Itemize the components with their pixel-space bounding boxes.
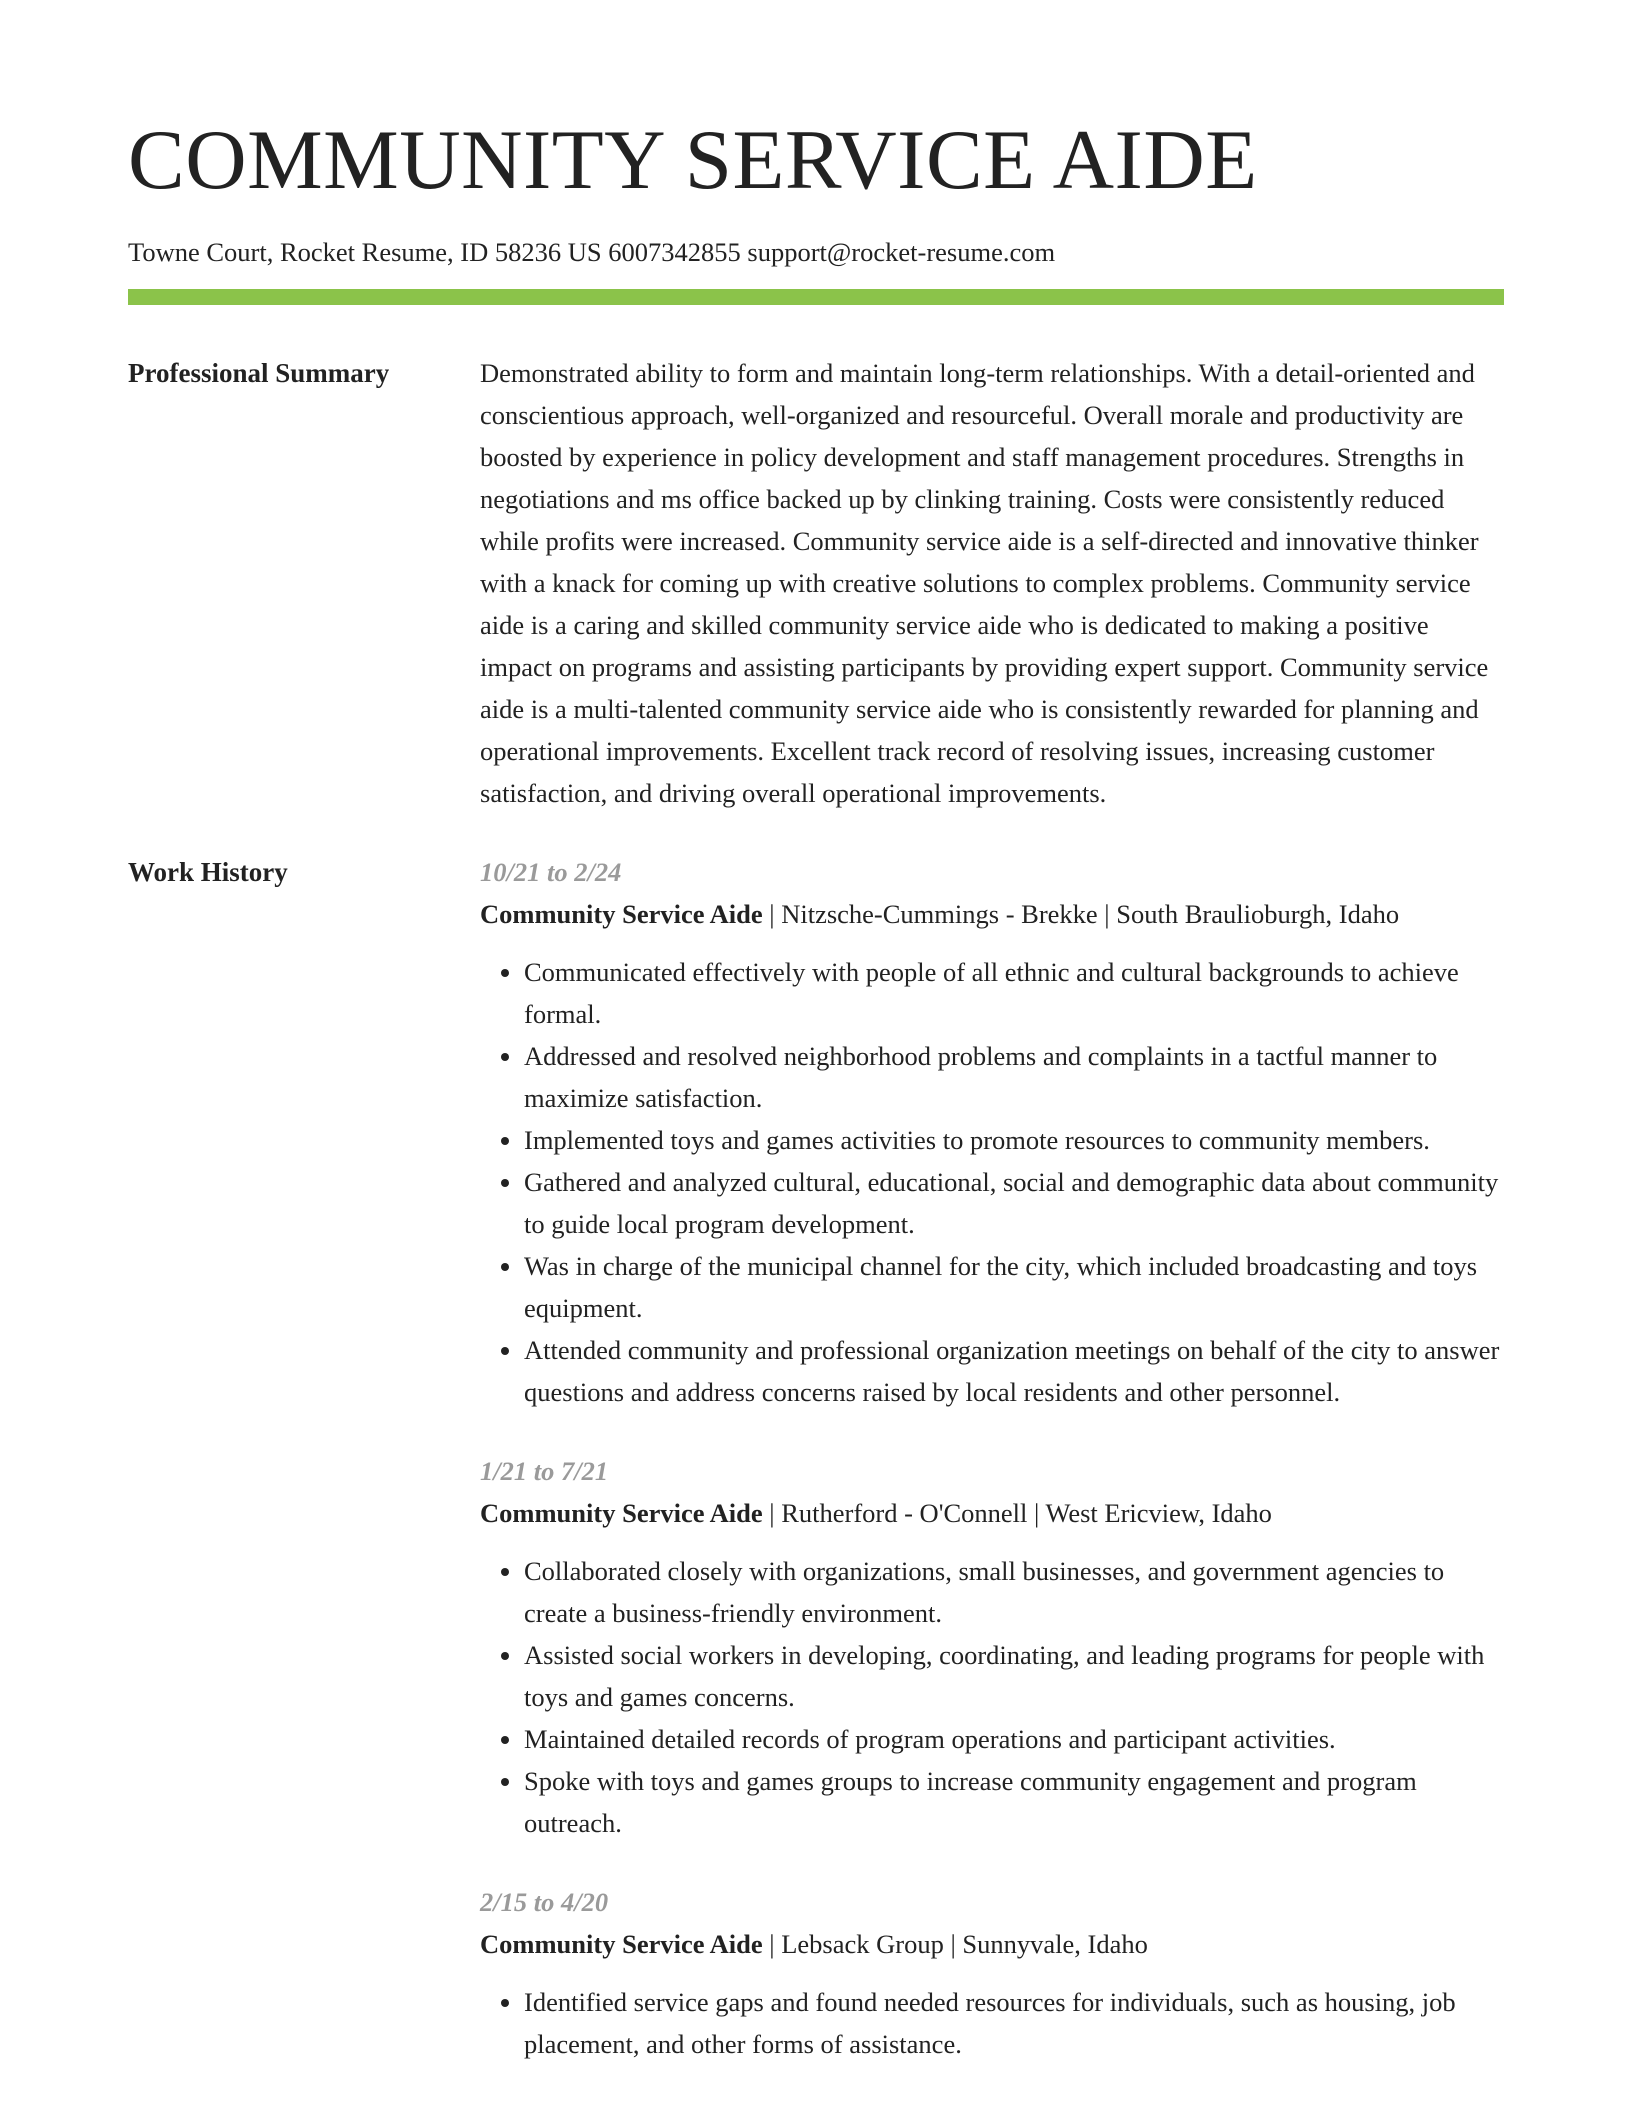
contact-email: support@rocket-resume.com — [747, 237, 1056, 267]
job-bullet: • Spoke with toys and games groups to increase community engagement and program outreach. — [524, 1760, 1504, 1844]
summary-text: Demonstrated ability to form and maintain long-term relationships. With a detail-oriented and conscientious approach, well-organized and resourceful. Overall morale and productivity are boosted by experience in policy development and staff management procedures. Strengths in negotiations and ms office backed up by clinking training. Costs were consistently reduced while profits were increased. Community service aide is a self-directed and innovative thinker with a knack for coming up with creative solutions to complex problems. Community service aide is a caring and skilled community service aide who is dedicated to making a positive impact on programs and assisting participants by providing expert support. Community service aide is a multi-talented community service aide who is consistently rewarded for planning and operational improvements. Excellent track record of resolving issues, increasing customer satisfaction, and driving overall operational improvements. — [480, 357, 1489, 808]
job-dates: 10/21 to 2/24 — [480, 856, 622, 887]
job-bullet: • Communicated effectively with people of all ethnic and cultural backgrounds to achieve formal. — [524, 951, 1504, 1035]
job-location: West Ericview, Idaho — [1045, 1497, 1272, 1528]
contact-line — [128, 237, 1504, 269]
separator — [944, 1929, 963, 1959]
summary-section — [128, 355, 1504, 814]
job-bullet: • Attended community and professional organization meetings on behalf of the city to answer questions and address concerns raised by local residents and other personnel. — [524, 1329, 1504, 1413]
job-company: Nitzsche-Cummings - Brekke — [781, 898, 1098, 929]
job-dates: 2/15 to 4/20 — [480, 1886, 609, 1917]
job-title-line — [480, 1923, 1504, 1965]
job-title-line — [480, 1492, 1504, 1534]
job-bullet: • Gathered and analyzed cultural, educational, social and demographic data about community to guide local program development. — [524, 1161, 1504, 1245]
job-bullet: • Implemented toys and games activities to promote resources to community members. — [524, 1119, 1504, 1161]
job-bullet: • Collaborated closely with organizations, small businesses, and government agencies to create a business-friendly environment. — [524, 1550, 1504, 1634]
job-location: Sunnyvale, Idaho — [962, 1928, 1148, 1959]
job-entry — [480, 851, 1504, 1413]
job-entry — [480, 1881, 1504, 2065]
resume-page — [128, 113, 1504, 2105]
job-bullet: • Maintained detailed records of program operations and participant activities. — [524, 1718, 1504, 1760]
job-bullet: • Was in charge of the municipal channel for the city, which included broadcasting and toys equipment. — [524, 1245, 1504, 1329]
separator — [1027, 1498, 1045, 1528]
job-location: South Braulioburgh, Idaho — [1116, 898, 1400, 929]
job-bullet: • Identified service gaps and found needed resources for individuals, such as housing, job placement, and other forms of assistance. — [524, 1981, 1504, 2065]
job-bullets — [480, 1981, 1504, 2065]
job-company: Rutherford - O'Connell — [781, 1497, 1028, 1528]
job-entry — [480, 1450, 1504, 1844]
separator — [1098, 899, 1117, 929]
separator — [763, 1929, 782, 1959]
job-title: Community Service Aide — [480, 1497, 763, 1528]
accent-divider — [128, 289, 1504, 305]
separator — [763, 899, 782, 929]
job-dates: 1/21 to 7/21 — [480, 1455, 609, 1486]
job-bullets — [480, 951, 1504, 1413]
job-bullet: • Assisted social workers in developing, coordinating, and leading programs for people with toys and games concerns. — [524, 1634, 1504, 1718]
contact-phone: 6007342855 — [608, 237, 741, 267]
separator — [763, 1498, 782, 1528]
job-title: Community Service Aide — [480, 898, 763, 929]
job-title: Community Service Aide — [480, 1928, 763, 1959]
summary-body — [480, 355, 1504, 814]
job-bullet: • Addressed and resolved neighborhood problems and complaints in a tactful manner to maximize satisfaction. — [524, 1035, 1504, 1119]
job-title-line — [480, 893, 1504, 935]
work-history-section — [128, 854, 1504, 2105]
resume-name: COMMUNITY SERVICE AIDE — [128, 113, 1258, 207]
work-history-heading: Work History — [128, 856, 288, 887]
job-bullets — [480, 1550, 1504, 1844]
job-company: Lebsack Group — [781, 1928, 944, 1959]
summary-heading: Professional Summary — [128, 357, 390, 388]
contact-address: Towne Court, Rocket Resume, ID 58236 US — [128, 237, 602, 267]
work-history-body — [480, 854, 1504, 2105]
